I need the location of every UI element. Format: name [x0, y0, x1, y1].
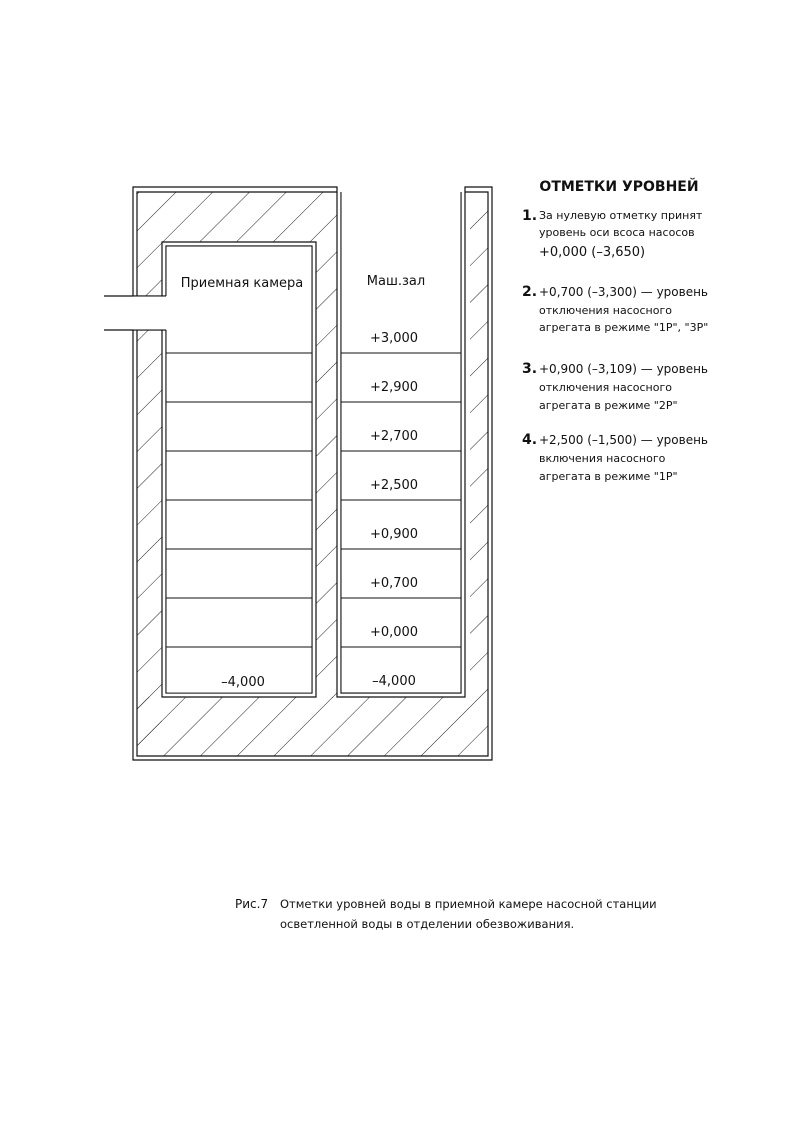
note-number: 2. — [522, 284, 538, 300]
note-item — [522, 208, 703, 260]
note-line: агрегата в режиме "1Р" — [539, 470, 678, 483]
note-line: уровень оси всоса насосов — [539, 226, 695, 239]
note-item — [522, 284, 708, 334]
caption-line: Отметки уровней воды в приемной камере насосной станции — [280, 897, 657, 911]
note-line: +0,000 (–3,650) — [539, 245, 646, 260]
hall-level-label: +2,900 — [369, 380, 419, 395]
caption-line: осветленной воды в отделении обезвоживания. — [280, 917, 575, 931]
hall-label: Маш.зал — [366, 274, 426, 289]
level-notes — [522, 178, 708, 483]
note-line: За нулевую отметку принят — [539, 209, 703, 222]
figure-caption — [235, 897, 657, 931]
hall-level-label: +3,000 — [369, 331, 419, 346]
hall-level-label: +2,500 — [369, 478, 419, 493]
note-line: +0,900 (–3,109) — уровень — [539, 362, 709, 376]
hall-level-label: +0,700 — [369, 576, 419, 591]
hall-level-label: +2,700 — [369, 429, 419, 444]
note-line: агрегата в режиме "1Р", "3Р" — [539, 321, 709, 334]
note-line: отключения насосного — [539, 381, 672, 394]
note-line: отключения насосного — [539, 304, 672, 317]
caption-prefix: Рис.7 — [235, 897, 269, 911]
note-number: 4. — [522, 432, 538, 448]
hall-level-label: +0,000 — [369, 625, 419, 640]
note-line: +0,700 (–3,300) — уровень — [539, 285, 709, 299]
note-number: 1. — [522, 208, 538, 224]
note-line: +2,500 (–1,500) — уровень — [539, 433, 709, 447]
note-line: агрегата в режиме "2Р" — [539, 399, 678, 412]
hall-level-label: –4,000 — [372, 674, 416, 689]
note-line: включения насосного — [539, 452, 666, 465]
note-number: 3. — [522, 361, 538, 377]
chamber-bottom-level: –4,000 — [221, 675, 265, 690]
chamber-label: Приемная камера — [180, 276, 304, 291]
hall-level-label: +0,900 — [369, 527, 419, 542]
notes-title: ОТМЕТКИ УРОВНЕЙ — [539, 179, 699, 195]
note-item — [522, 432, 708, 483]
note-item — [522, 361, 708, 412]
